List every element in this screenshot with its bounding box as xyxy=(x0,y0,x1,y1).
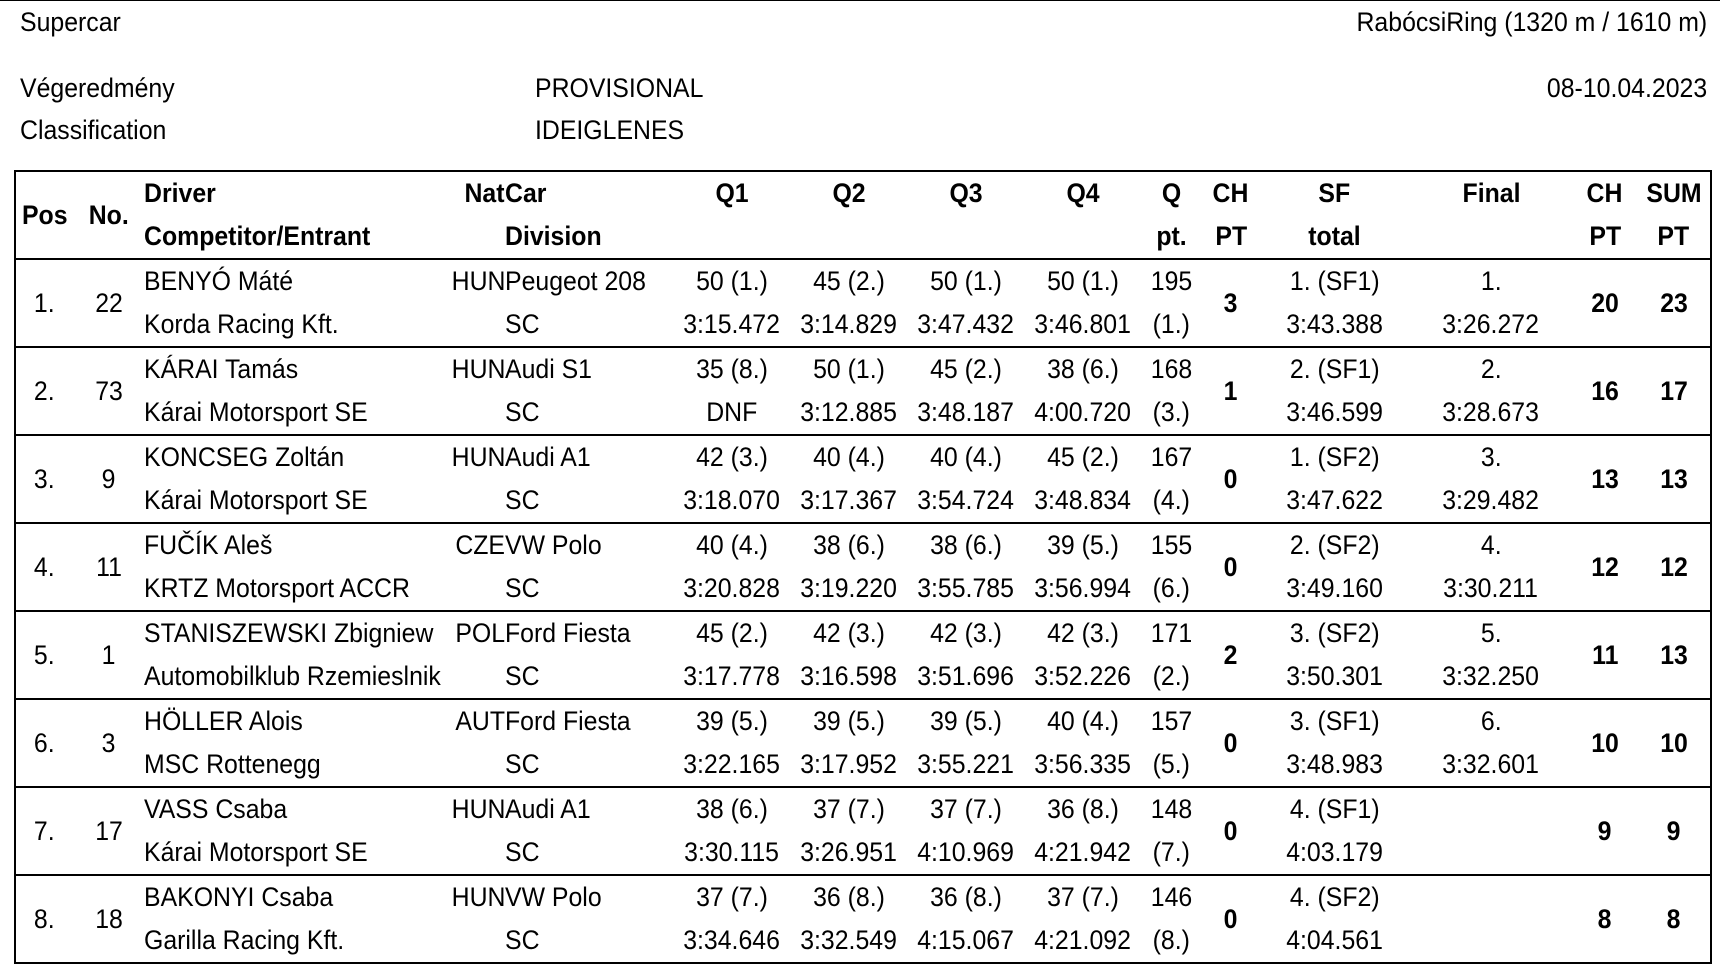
car-cell: Ford Fiesta xyxy=(505,699,673,743)
col-ch-pt: CH xyxy=(1587,178,1623,208)
col-ch-q-unit: PT xyxy=(1215,221,1247,251)
sf-result-cell: 1. (SF1) xyxy=(1260,259,1409,303)
final-time-cell: 3:32.250 xyxy=(1442,661,1540,691)
pos-cell: 2. xyxy=(15,347,73,435)
q-rank-cell: (7.) xyxy=(1152,837,1191,867)
division-cell: SC xyxy=(505,925,540,955)
final-pos-cell: 6. xyxy=(1409,699,1572,743)
q3-points-cell: 40 (4.) xyxy=(907,435,1024,479)
result-row-sub xyxy=(15,655,1711,699)
ch-q-points-cell: 3 xyxy=(1202,259,1260,347)
q-points-cell: 157 xyxy=(1141,699,1201,743)
col-q-points: Q xyxy=(1161,178,1182,208)
q4-points-cell: 42 (3.) xyxy=(1024,611,1141,655)
sum-points-cell: 17 xyxy=(1637,347,1711,435)
nat-empty-cell xyxy=(447,479,505,523)
col-driver: Driver xyxy=(144,178,216,208)
col-q3: Q3 xyxy=(949,178,983,208)
status-ideiglenes: IDEIGLENES xyxy=(535,115,685,145)
result-row-sub xyxy=(15,919,1711,963)
nat-empty-cell xyxy=(447,919,505,963)
driver-cell: BENYÓ Máté xyxy=(144,259,446,303)
sf-result-cell: 4. (SF1) xyxy=(1260,787,1409,831)
sum-points-cell: 13 xyxy=(1637,611,1711,699)
q4-time-cell: 3:56.994 xyxy=(1034,573,1132,603)
q1-points-cell: 37 (7.) xyxy=(673,875,790,919)
final-time-cell: 3:26.272 xyxy=(1442,309,1540,339)
final-time-cell: 3:32.601 xyxy=(1442,749,1540,779)
ch-points-cell: 11 xyxy=(1573,611,1638,699)
number-cell: 73 xyxy=(73,347,144,435)
q2-time-cell: 3:14.829 xyxy=(800,309,898,339)
col-ch-q: CH xyxy=(1212,178,1249,208)
final-time-cell xyxy=(1409,831,1572,875)
result-row-sub xyxy=(15,303,1711,347)
nat-cell: POL xyxy=(447,611,505,655)
pos-cell: 5. xyxy=(15,611,73,699)
q1-points-cell: 42 (3.) xyxy=(673,435,790,479)
q4-time-cell: 4:21.092 xyxy=(1034,925,1132,955)
sf-time-cell: 4:04.561 xyxy=(1286,925,1384,955)
pos-cell: 1. xyxy=(15,259,73,347)
q2-points-cell: 39 (5.) xyxy=(790,699,907,743)
q-rank-cell: (1.) xyxy=(1152,309,1191,339)
q3-points-cell: 37 (7.) xyxy=(907,787,1024,831)
final-pos-cell xyxy=(1409,787,1572,831)
driver-cell: BAKONYI Csaba xyxy=(144,875,446,919)
col-nat: Nat xyxy=(464,178,505,208)
q-rank-cell: (6.) xyxy=(1152,573,1191,603)
division-cell: SC xyxy=(505,309,540,339)
competitor-cell: Garilla Racing Kft. xyxy=(144,925,345,955)
col-sum: SUM xyxy=(1646,178,1702,208)
q-points-cell: 168 xyxy=(1141,347,1201,391)
result-row xyxy=(15,699,1711,743)
result-row xyxy=(15,259,1711,303)
q-rank-cell: (8.) xyxy=(1152,925,1191,955)
final-pos-cell: 4. xyxy=(1409,523,1572,567)
car-cell: Ford Fiesta xyxy=(505,611,673,655)
division-cell: SC xyxy=(505,837,540,867)
q4-points-cell: 38 (6.) xyxy=(1024,347,1141,391)
q4-time-cell: 4:21.942 xyxy=(1034,837,1132,867)
title-hungarian: Végeredmény xyxy=(20,73,175,103)
final-pos-cell: 1. xyxy=(1409,259,1572,303)
q1-time-cell: 3:22.165 xyxy=(683,749,781,779)
result-row-sub xyxy=(15,743,1711,787)
q3-time-cell: 3:48.187 xyxy=(917,397,1015,427)
col-empty xyxy=(1024,215,1141,259)
q3-points-cell: 45 (2.) xyxy=(907,347,1024,391)
q1-points-cell: 38 (6.) xyxy=(673,787,790,831)
number-cell: 3 xyxy=(73,699,144,787)
final-pos-cell xyxy=(1409,875,1572,919)
final-time-cell xyxy=(1409,919,1572,963)
ch-q-points-cell: 0 xyxy=(1202,699,1260,787)
q-rank-cell: (4.) xyxy=(1152,485,1191,515)
q1-points-cell: 40 (4.) xyxy=(673,523,790,567)
ch-points-cell: 10 xyxy=(1573,699,1638,787)
col-sf: SF xyxy=(1318,178,1351,208)
final-pos-cell: 2. xyxy=(1409,347,1572,391)
col-ch-pt-unit: PT xyxy=(1589,221,1621,251)
col-sf-total: total xyxy=(1308,221,1361,251)
col-division: Division xyxy=(505,221,602,251)
final-time-cell: 3:29.482 xyxy=(1442,485,1540,515)
final-pos-cell: 3. xyxy=(1409,435,1572,479)
competitor-cell: MSC Rottenegg xyxy=(144,749,321,779)
q2-points-cell: 38 (6.) xyxy=(790,523,907,567)
q1-time-cell: 3:17.778 xyxy=(683,661,781,691)
car-cell: Audi A1 xyxy=(505,435,673,479)
header-row-2 xyxy=(15,215,1711,259)
q3-points-cell: 42 (3.) xyxy=(907,611,1024,655)
result-row xyxy=(15,875,1711,919)
q4-points-cell: 50 (1.) xyxy=(1024,259,1141,303)
q4-points-cell: 36 (8.) xyxy=(1024,787,1141,831)
q3-time-cell: 3:55.785 xyxy=(917,573,1015,603)
sum-points-cell: 13 xyxy=(1637,435,1711,523)
sf-time-cell: 3:48.983 xyxy=(1286,749,1384,779)
number-cell: 9 xyxy=(73,435,144,523)
col-no: No. xyxy=(88,199,129,230)
sf-time-cell: 3:43.388 xyxy=(1286,309,1384,339)
nat-empty-cell xyxy=(447,303,505,347)
sum-points-cell: 8 xyxy=(1637,875,1711,963)
q1-points-cell: 50 (1.) xyxy=(673,259,790,303)
result-row-sub xyxy=(15,479,1711,523)
q4-time-cell: 3:46.801 xyxy=(1034,309,1132,339)
result-row xyxy=(15,435,1711,479)
q1-points-cell: 45 (2.) xyxy=(673,611,790,655)
q2-time-cell: 3:17.952 xyxy=(800,749,898,779)
driver-cell: KONCSEG Zoltán xyxy=(144,435,446,479)
q3-points-cell: 39 (5.) xyxy=(907,699,1024,743)
competitor-cell: KRTZ Motorsport ACCR xyxy=(144,573,410,603)
track-name: RabócsiRing (1320 m / 1610 m) xyxy=(1356,7,1707,37)
competitor-cell: Kárai Motorsport SE xyxy=(144,485,368,515)
result-row xyxy=(15,347,1711,391)
col-q2: Q2 xyxy=(832,178,866,208)
sf-result-cell: 2. (SF1) xyxy=(1260,347,1409,391)
result-row xyxy=(15,787,1711,831)
pos-cell: 3. xyxy=(15,435,73,523)
col-pos: Pos xyxy=(21,199,68,230)
pos-cell: 8. xyxy=(15,875,73,963)
title-english: Classification xyxy=(20,115,167,145)
competitor-cell: Kárai Motorsport SE xyxy=(144,397,368,427)
driver-cell: FUČÍK Aleš xyxy=(144,523,446,567)
q3-points-cell: 36 (8.) xyxy=(907,875,1024,919)
q4-points-cell: 39 (5.) xyxy=(1024,523,1141,567)
ch-q-points-cell: 0 xyxy=(1202,523,1260,611)
nat-cell: HUN xyxy=(447,875,505,919)
division-cell: SC xyxy=(505,485,540,515)
q-points-cell: 167 xyxy=(1141,435,1201,479)
col-competitor: Competitor/Entrant xyxy=(144,221,371,251)
q3-time-cell: 3:51.696 xyxy=(917,661,1015,691)
car-cell: Peugeot 208 xyxy=(505,259,673,303)
q2-points-cell: 50 (1.) xyxy=(790,347,907,391)
q4-time-cell: 3:56.335 xyxy=(1034,749,1132,779)
q3-points-cell: 38 (6.) xyxy=(907,523,1024,567)
result-row xyxy=(15,611,1711,655)
sf-time-cell: 3:49.160 xyxy=(1286,573,1384,603)
q-points-cell: 155 xyxy=(1141,523,1201,567)
ch-points-cell: 12 xyxy=(1573,523,1638,611)
pos-cell: 7. xyxy=(15,787,73,875)
number-cell: 17 xyxy=(73,787,144,875)
col-q1: Q1 xyxy=(715,178,749,208)
nat-cell: CZE xyxy=(447,523,505,567)
driver-cell: KÁRAI Tamás xyxy=(144,347,446,391)
nat-empty-cell xyxy=(447,391,505,435)
car-cell: Audi A1 xyxy=(505,787,673,831)
results-table xyxy=(14,170,1712,964)
q-rank-cell: (3.) xyxy=(1152,397,1191,427)
ch-q-points-cell: 1 xyxy=(1202,347,1260,435)
q4-time-cell: 3:52.226 xyxy=(1034,661,1132,691)
q3-time-cell: 3:55.221 xyxy=(917,749,1015,779)
q1-time-cell: 3:20.828 xyxy=(683,573,781,603)
col-final: Final xyxy=(1462,178,1521,208)
q-points-cell: 171 xyxy=(1141,611,1201,655)
q4-time-cell: 3:48.834 xyxy=(1034,485,1132,515)
q2-time-cell: 3:32.549 xyxy=(800,925,898,955)
q2-time-cell: 3:12.885 xyxy=(800,397,898,427)
q3-time-cell: 3:54.724 xyxy=(917,485,1015,515)
final-pos-cell: 5. xyxy=(1409,611,1572,655)
q2-points-cell: 40 (4.) xyxy=(790,435,907,479)
competitor-cell: Automobilklub Rzemieslnik xyxy=(144,661,441,691)
q1-points-cell: 39 (5.) xyxy=(673,699,790,743)
division-cell: SC xyxy=(505,661,540,691)
sf-time-cell: 3:50.301 xyxy=(1286,661,1384,691)
q1-time-cell: 3:18.070 xyxy=(683,485,781,515)
q2-time-cell: 3:19.220 xyxy=(800,573,898,603)
sum-points-cell: 23 xyxy=(1637,259,1711,347)
result-row xyxy=(15,523,1711,567)
col-nat-empty xyxy=(447,215,505,259)
nat-empty-cell xyxy=(447,655,505,699)
nat-empty-cell xyxy=(447,743,505,787)
nat-empty-cell xyxy=(447,831,505,875)
car-cell: Audi S1 xyxy=(505,347,673,391)
sf-result-cell: 3. (SF2) xyxy=(1260,611,1409,655)
sum-points-cell: 10 xyxy=(1637,699,1711,787)
division-cell: SC xyxy=(505,573,540,603)
ch-points-cell: 13 xyxy=(1573,435,1638,523)
q-points-cell: 195 xyxy=(1141,259,1201,303)
sf-result-cell: 3. (SF1) xyxy=(1260,699,1409,743)
top-rule xyxy=(0,0,1720,1)
nat-cell: AUT xyxy=(447,699,505,743)
car-cell: VW Polo xyxy=(505,875,673,919)
sf-result-cell: 4. (SF2) xyxy=(1260,875,1409,919)
final-time-cell: 3:28.673 xyxy=(1442,397,1540,427)
col-final-empty xyxy=(1409,215,1572,259)
sf-result-cell: 1. (SF2) xyxy=(1260,435,1409,479)
col-empty xyxy=(790,215,907,259)
nat-empty-cell xyxy=(447,567,505,611)
q1-time-cell: 3:15.472 xyxy=(683,309,781,339)
result-row-sub xyxy=(15,831,1711,875)
q3-time-cell: 4:15.067 xyxy=(917,925,1015,955)
number-cell: 22 xyxy=(73,259,144,347)
q2-points-cell: 45 (2.) xyxy=(790,259,907,303)
ch-q-points-cell: 0 xyxy=(1202,435,1260,523)
competitor-cell: Kárai Motorsport SE xyxy=(144,837,368,867)
number-cell: 1 xyxy=(73,611,144,699)
driver-cell: VASS Csaba xyxy=(144,787,446,831)
q4-points-cell: 40 (4.) xyxy=(1024,699,1141,743)
q2-points-cell: 36 (8.) xyxy=(790,875,907,919)
ch-q-points-cell: 0 xyxy=(1202,875,1260,963)
nat-cell: HUN xyxy=(447,787,505,831)
status-provisional: PROVISIONAL xyxy=(535,73,704,103)
ch-points-cell: 20 xyxy=(1573,259,1638,347)
sf-result-cell: 2. (SF2) xyxy=(1260,523,1409,567)
sf-time-cell: 3:47.622 xyxy=(1286,485,1384,515)
driver-cell: STANISZEWSKI Zbigniew xyxy=(144,611,446,655)
ch-q-points-cell: 2 xyxy=(1202,611,1260,699)
event-dates: 08-10.04.2023 xyxy=(1546,73,1707,103)
q2-points-cell: 37 (7.) xyxy=(790,787,907,831)
q1-points-cell: 35 (8.) xyxy=(673,347,790,391)
division-cell: SC xyxy=(505,749,540,779)
q-rank-cell: (2.) xyxy=(1152,661,1191,691)
sf-time-cell: 3:46.599 xyxy=(1286,397,1384,427)
q4-points-cell: 37 (7.) xyxy=(1024,875,1141,919)
number-cell: 18 xyxy=(73,875,144,963)
competitor-cell: Korda Racing Kft. xyxy=(144,309,339,339)
result-row-sub xyxy=(15,567,1711,611)
ch-points-cell: 16 xyxy=(1573,347,1638,435)
q2-time-cell: 3:26.951 xyxy=(800,837,898,867)
col-empty xyxy=(907,215,1024,259)
q2-time-cell: 3:16.598 xyxy=(800,661,898,691)
col-q-points-unit: pt. xyxy=(1156,221,1187,251)
col-q4: Q4 xyxy=(1066,178,1100,208)
sum-points-cell: 12 xyxy=(1637,523,1711,611)
driver-cell: HÖLLER Alois xyxy=(144,699,446,743)
series-title: Supercar xyxy=(20,7,121,37)
nat-cell: HUN xyxy=(447,259,505,303)
nat-cell: HUN xyxy=(447,435,505,479)
q3-time-cell: 4:10.969 xyxy=(917,837,1015,867)
q1-time-cell: 3:30.115 xyxy=(684,837,780,867)
result-row-sub xyxy=(15,391,1711,435)
q2-time-cell: 3:17.367 xyxy=(800,485,898,515)
ch-points-cell: 8 xyxy=(1573,875,1638,963)
q-points-cell: 148 xyxy=(1141,787,1201,831)
number-cell: 11 xyxy=(73,523,144,611)
ch-points-cell: 9 xyxy=(1573,787,1638,875)
ch-q-points-cell: 0 xyxy=(1202,787,1260,875)
q3-points-cell: 50 (1.) xyxy=(907,259,1024,303)
q4-points-cell: 45 (2.) xyxy=(1024,435,1141,479)
sf-time-cell: 4:03.179 xyxy=(1286,837,1384,867)
car-cell: VW Polo xyxy=(505,523,673,567)
q4-time-cell: 4:00.720 xyxy=(1034,397,1132,427)
final-time-cell: 3:30.211 xyxy=(1443,573,1539,603)
col-empty xyxy=(673,215,790,259)
header-row-1 xyxy=(15,171,1711,215)
q2-points-cell: 42 (3.) xyxy=(790,611,907,655)
col-sum-unit: PT xyxy=(1657,221,1690,251)
nat-cell: HUN xyxy=(447,347,505,391)
q-rank-cell: (5.) xyxy=(1152,749,1191,779)
pos-cell: 4. xyxy=(15,523,73,611)
q-points-cell: 146 xyxy=(1141,875,1201,919)
q1-time-cell: 3:34.646 xyxy=(683,925,781,955)
q3-time-cell: 3:47.432 xyxy=(917,309,1015,339)
sum-points-cell: 9 xyxy=(1637,787,1711,875)
q1-time-cell: DNF xyxy=(706,397,758,427)
division-cell: SC xyxy=(505,397,540,427)
pos-cell: 6. xyxy=(15,699,73,787)
col-car: Car xyxy=(505,178,547,208)
